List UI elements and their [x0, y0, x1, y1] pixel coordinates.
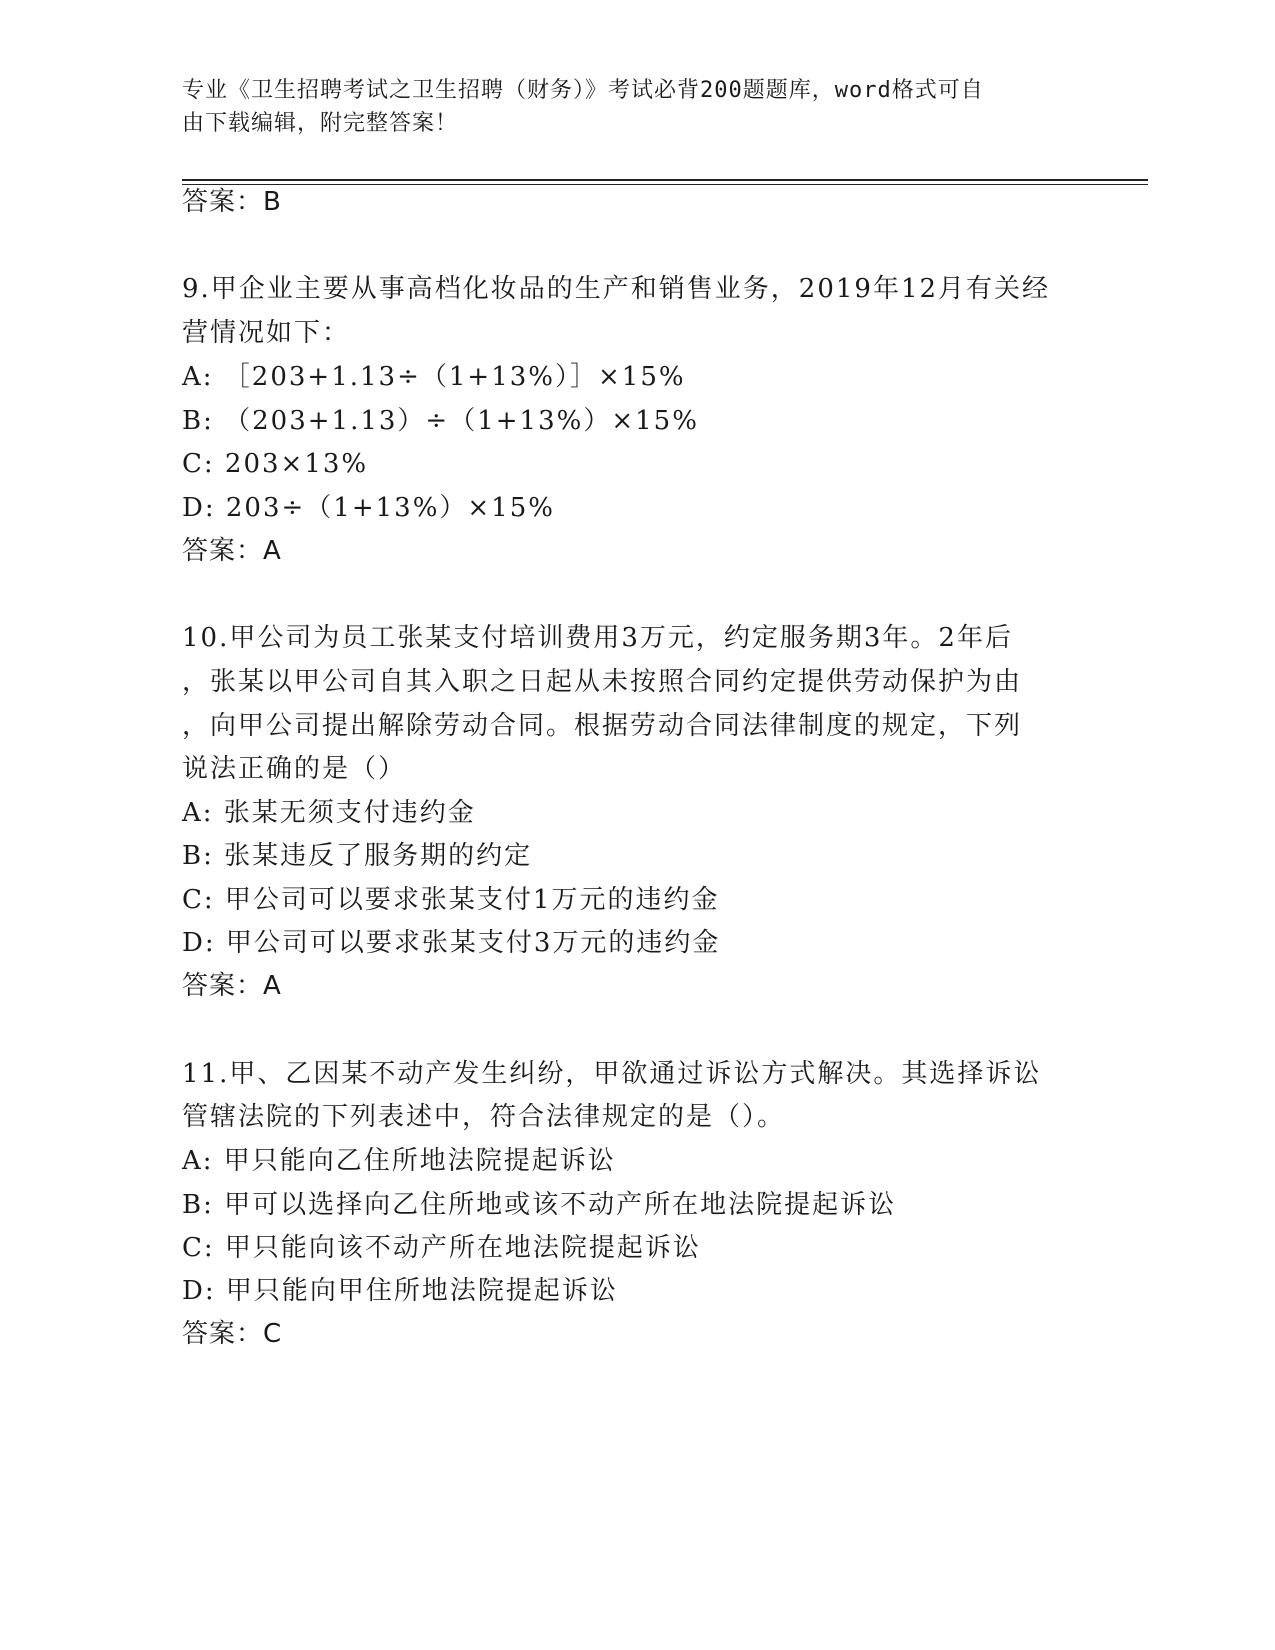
q11-stem-line-1: 11.甲、乙因某不动产发生纠纷，甲欲通过诉讼方式解决。其选择诉讼: [182, 1059, 1042, 1089]
answer-prev: 答案：B: [182, 187, 282, 217]
header-line-2: 由下载编辑，附完整答案！: [182, 111, 459, 136]
q10-answer: 答案：A: [182, 971, 282, 1001]
q11-option-b: B: 甲可以选择向乙住所地或该不动产所在地法院提起诉讼: [182, 1190, 897, 1220]
header-divider-thin: [182, 184, 1148, 185]
q9-option-c: C: 203×13%: [182, 449, 369, 479]
header-line-1: 专业《卫生招聘考试之卫生招聘（财务）》考试必背200题题库，word格式可自: [182, 78, 984, 103]
q10-option-d: D: 甲公司可以要求张某支付3万元的违约金: [182, 928, 721, 958]
q9-option-d: D: 203÷（1+13%）×15%: [182, 493, 555, 523]
q10-stem-line-1: 10.甲公司为员工张某支付培训费用3万元，约定服务期3年。2年后: [182, 623, 1013, 653]
q11-option-d: D: 甲只能向甲住所地法院提起诉讼: [182, 1276, 618, 1306]
q11-option-c: C: 甲只能向该不动产所在地法院提起诉讼: [182, 1233, 701, 1263]
q10-option-a: A: 张某无须支付违约金: [182, 798, 476, 828]
q10-stem-line-2: ，张某以甲公司自其入职之日起从未按照合同约定提供劳动保护为由: [182, 667, 1023, 697]
document-header: [182, 74, 1062, 140]
q11-answer: 答案：C: [182, 1319, 283, 1349]
q9-stem-line-2: 营情况如下：: [182, 318, 351, 348]
q9-option-b: B: （203+1.13）÷（1+13%）×15%: [182, 406, 699, 436]
q11-stem-line-2: 管辖法院的下列表述中，符合法律规定的是（）。: [182, 1102, 786, 1132]
q11-option-a: A: 甲只能向乙住所地法院提起诉讼: [182, 1146, 616, 1176]
q9-answer: 答案：A: [182, 536, 282, 566]
q10-stem-line-4: 说法正确的是（）: [182, 754, 407, 784]
q9-option-a: A: ［203+1.13÷（1+13%）］×15%: [182, 362, 686, 392]
q10-option-b: B: 张某违反了服务期的约定: [182, 841, 533, 871]
q10-stem-line-3: ，向甲公司提出解除劳动合同。根据劳动合同法律制度的规定，下列: [182, 711, 1023, 741]
q9-stem-line-1: 9.甲企业主要从事高档化妆品的生产和销售业务，2019年12月有关经: [182, 274, 1051, 304]
q10-option-c: C: 甲公司可以要求张某支付1万元的违约金: [182, 885, 720, 915]
header-divider-thick: [182, 179, 1148, 181]
